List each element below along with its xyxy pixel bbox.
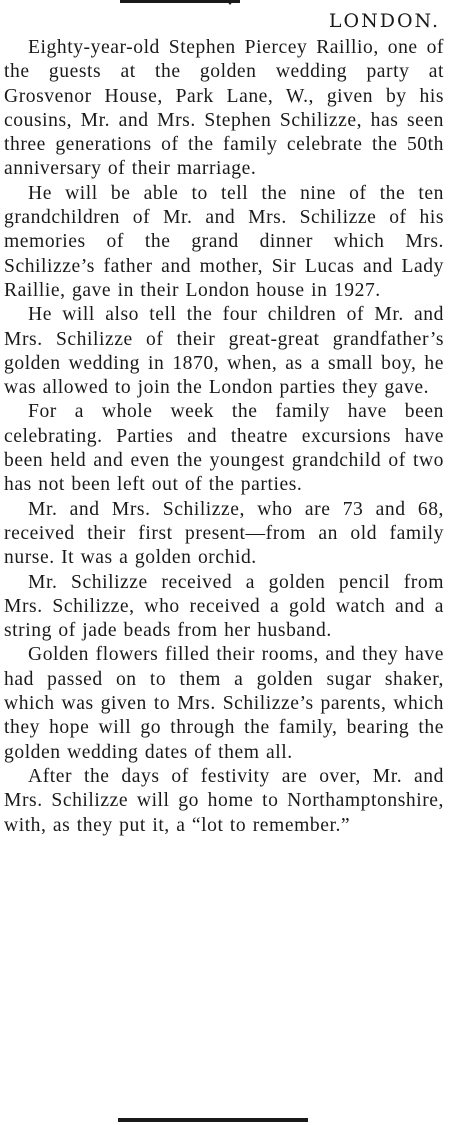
paragraph-6: Mr. Schilizze received a golden pencil from Mrs. Schilizze, who received a gold watch and a string of jade beads from her husband. [4, 571, 444, 642]
paragraph-1: Eighty-year-old Stephen Piercey Raillio, one of the guests at the golden wedding party at Grosvenor House, Park Lane, W., given by his cousins, Mr. and Mrs. Stephen Schilizze, has seen three generations of the family celebrate the 50th anniversary of their marriage. [4, 37, 444, 180]
paragraph-2: He will be able to tell the nine of the ten grandchildren of Mr. and Mrs. Schilizze of his memories of the grand dinner which Mrs. Schilizze’s father and mother, Sir Lucas and Lady Raillie, gave in their London house in 1927. [4, 182, 444, 301]
paragraph-5: Mr. and Mrs. Schilizze, who are 73 and 68, received their first present—from an old family nurse. It was a golden orchid. [4, 498, 444, 569]
top-rule-marker [226, 0, 234, 5]
paragraph-3: He will also tell the four children of Mr. and Mrs. Schilizze of their great-great grandfather’s golden wedding in 1870, when, as a small boy, he was allowed to join the London parties they gave. [4, 304, 444, 399]
dateline: LONDON. [328, 10, 440, 32]
paragraph-4: For a whole week the family have been celebrating. Parties and theatre excursions have been held and even the youngest grandchild of two has not been left out of the parties. [4, 401, 444, 496]
top-column-rule [120, 0, 240, 3]
paragraph-7: Golden flowers filled their rooms, and they have had passed on to them a golden sugar shaker, which was given to Mrs. Schilizze’s parents, which they hope will go through the family, bearing the golden wedding dates of them all. [4, 644, 444, 763]
paragraph-8: After the days of festivity are over, Mr. and Mrs. Schilizze will go home to Northamptonshire, with, as they put it, a “lot to remember.” [4, 765, 444, 836]
bottom-column-rule [118, 1118, 308, 1122]
article-column [4, 8, 444, 838]
